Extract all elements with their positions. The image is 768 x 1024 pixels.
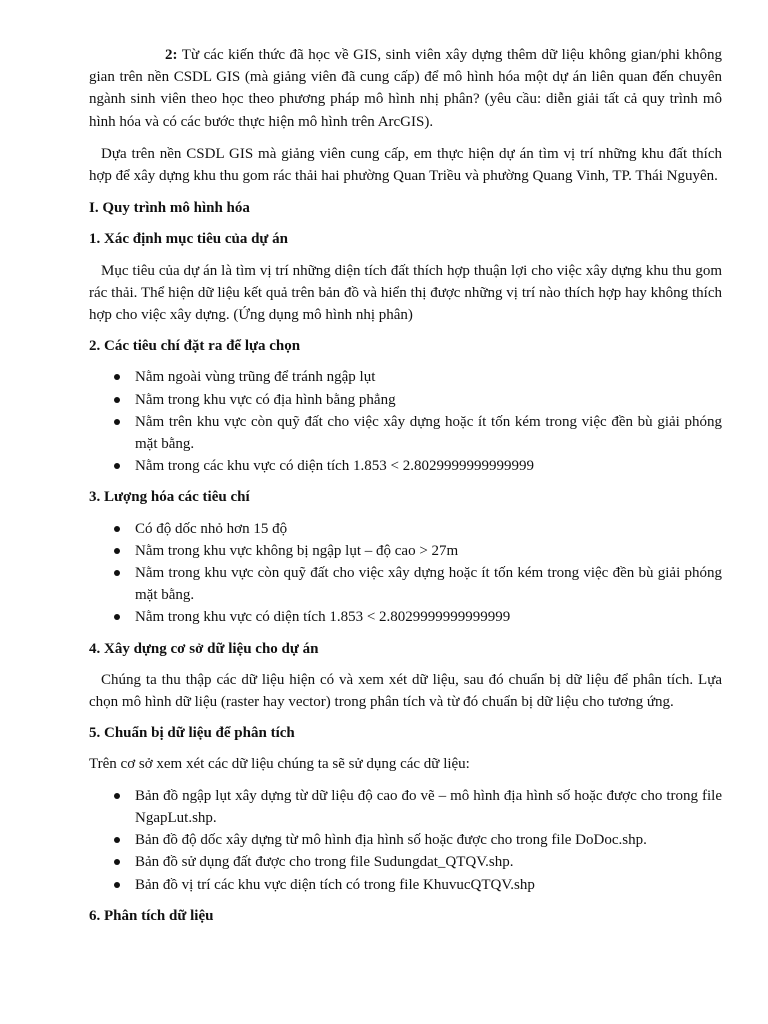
list-item: Nằm trong khu vực còn quỹ đất cho việc xây dựng hoặc ít tốn kém trong việc đền bù giải phóng mặt bằng. bbox=[135, 562, 722, 606]
section5-heading: 5. Chuẩn bị dữ liệu để phân tích bbox=[89, 725, 295, 742]
list-item: Bản đồ sử dụng đất được cho trong file Sudungdat_QTQV.shp. bbox=[135, 851, 722, 873]
list-item: Bản đồ vị trí các khu vực diện tích có trong file KhuvucQTQV.shp bbox=[135, 874, 722, 896]
question-text: Từ các kiến thức đã học về GIS, sinh viên xây dựng thêm dữ liệu không gian/phi không gian trên nền CSDL GIS (mà giảng viên đã cung cấp) để mô hình hóa một dự án liên quan đến chuyên ngành sinh viên theo học theo phương pháp mô hình nhị phân? (yêu cầu: diễn giải tất cả quy trình mô hình hóa và có các bước thực hiện mô hình trên ArcGIS). bbox=[89, 47, 722, 130]
section4-paragraph: Chúng ta thu thập các dữ liệu hiện có và xem xét dữ liệu, sau đó chuẩn bị dữ liệu để phân tích. Lựa chọn mô hình dữ liệu (raster hay vector) trong phân tích và từ đó chuẩn bị dữ liệu cho tương ứng. bbox=[89, 671, 722, 711]
list-item: Có độ dốc nhỏ hơn 15 độ bbox=[135, 518, 722, 540]
section6-heading: 6. Phân tích dữ liệu bbox=[89, 907, 214, 924]
question-number: 2: bbox=[165, 47, 178, 63]
section1-heading: 1. Xác định mục tiêu của dự án bbox=[89, 231, 289, 248]
section5-paragraph: Trên cơ sở xem xét các dữ liệu chúng ta sẽ sử dụng các dữ liệu: bbox=[89, 756, 470, 773]
list-item: Nằm trong các khu vực có diện tích 1.853 < 2.8029999999999999 bbox=[135, 455, 722, 477]
intro-paragraph: Dựa trên nền CSDL GIS mà giảng viên cung cấp, em thực hiện dự án tìm vị trí những khu đất thích hợp để xây dựng khu thu gom rác thải hai phường Quan Triều và phường Quang Vinh, TP. Thái Nguyên. bbox=[89, 145, 722, 185]
document-page bbox=[89, 44, 722, 927]
section-main-heading: I. Quy trình mô hình hóa bbox=[89, 200, 250, 217]
question-paragraph bbox=[89, 44, 722, 133]
section2-list bbox=[89, 366, 722, 477]
list-item: Nằm ngoài vùng trũng để tránh ngập lụt bbox=[135, 366, 722, 388]
section5-list bbox=[89, 785, 722, 896]
list-item: Bản đồ độ dốc xây dựng từ mô hình địa hình số hoặc được cho trong file DoDoc.shp. bbox=[135, 829, 722, 851]
section1-paragraph: Mục tiêu của dự án là tìm vị trí những diện tích đất thích hợp thuận lợi cho việc xây dựng khu thu gom rác thải. Thể hiện dữ liệu kết quả trên bản đồ và hiển thị được những vị trí nào thích hợp hay không thích hợp cho việc xây dựng. (Ứng dụng mô hình nhị phân) bbox=[89, 262, 722, 324]
list-item: Bản đồ ngập lụt xây dựng từ dữ liệu độ cao đo vẽ – mô hình địa hình số hoặc được cho trong file NgapLut.shp. bbox=[135, 785, 722, 829]
list-item: Nằm trong khu vực có địa hình bằng phẳng bbox=[135, 389, 722, 411]
list-item: Nằm trên khu vực còn quỹ đất cho việc xây dựng hoặc ít tốn kém trong việc đền bù giải phóng mặt bằng. bbox=[135, 411, 722, 455]
list-item: Nằm trong khu vực không bị ngập lụt – độ cao > 27m bbox=[135, 540, 722, 562]
list-item: Nằm trong khu vực có diện tích 1.853 < 2.8029999999999999 bbox=[135, 606, 722, 628]
section4-heading: 4. Xây dựng cơ sở dữ liệu cho dự án bbox=[89, 640, 319, 657]
section2-heading: 2. Các tiêu chí đặt ra để lựa chọn bbox=[89, 338, 301, 355]
section3-list bbox=[89, 518, 722, 629]
section3-heading: 3. Lượng hóa các tiêu chí bbox=[89, 489, 250, 506]
